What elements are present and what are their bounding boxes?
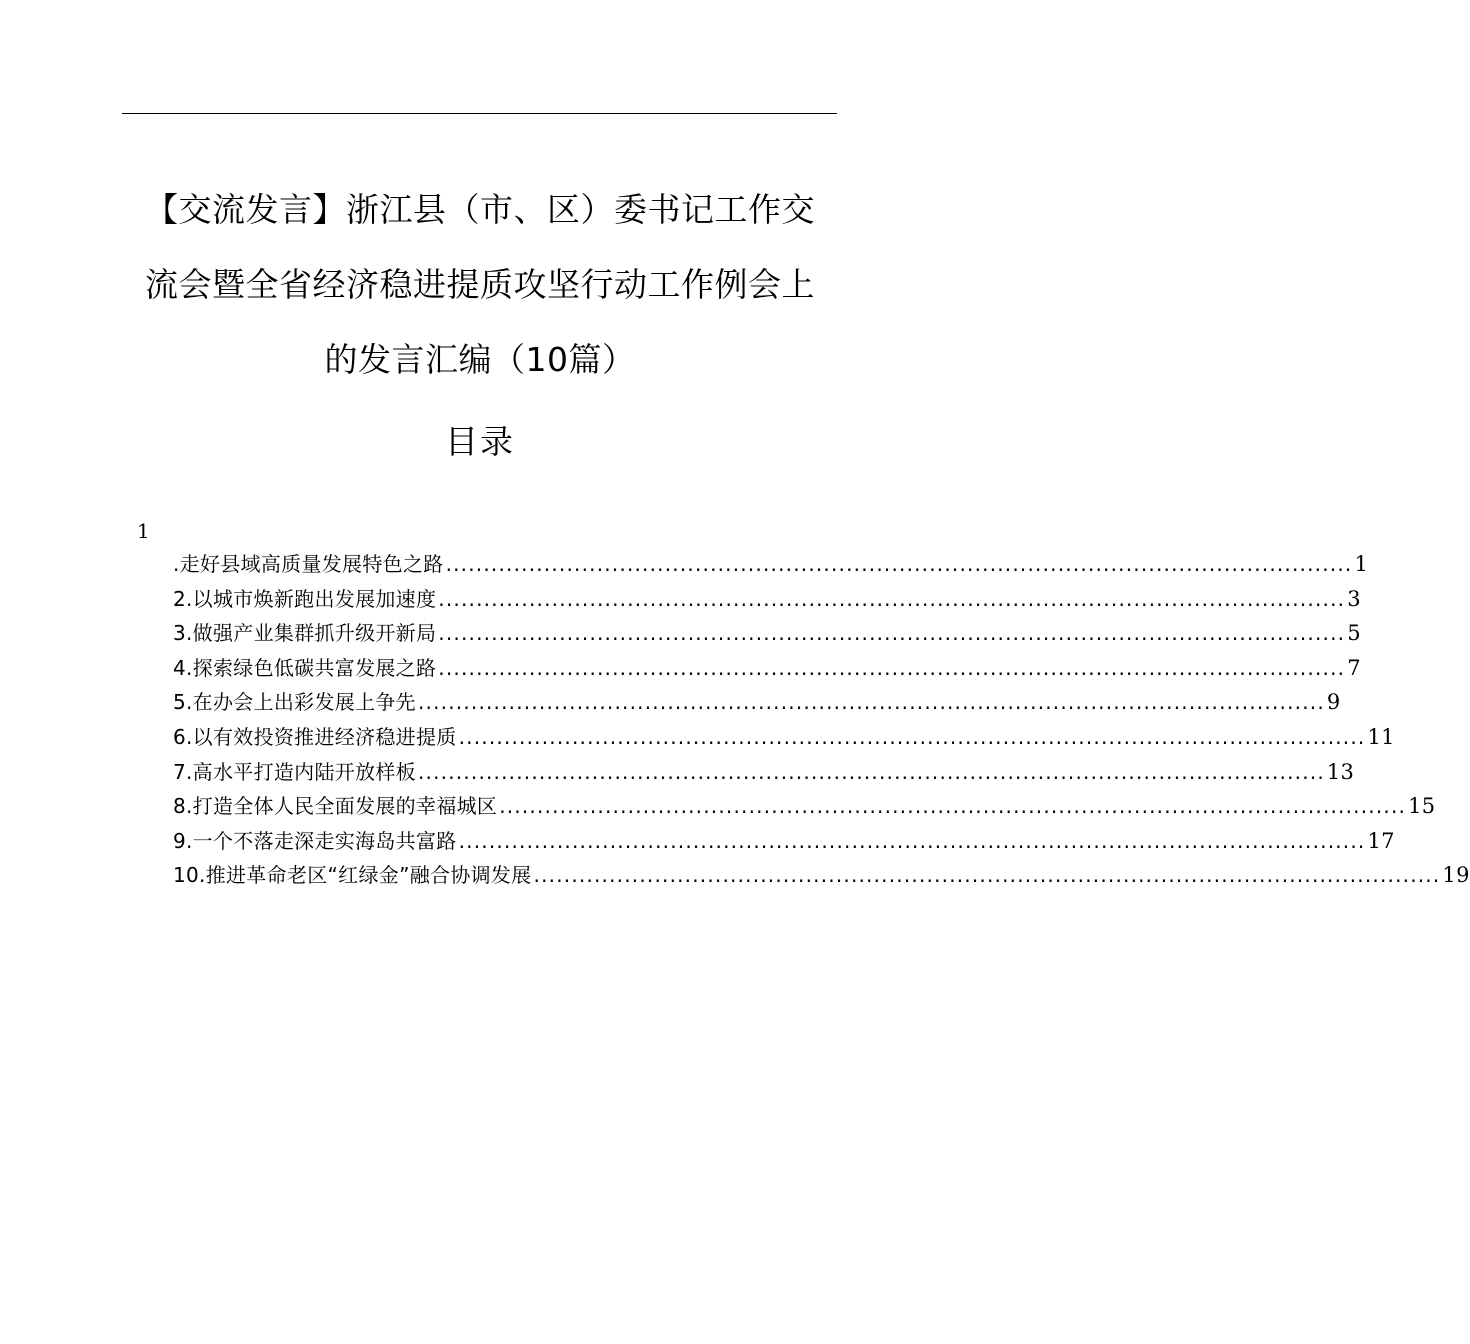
toc-entry-2[interactable] <box>173 582 1361 617</box>
toc-entry-5[interactable] <box>173 685 1341 720</box>
toc-entry-page: 3 <box>1347 586 1361 611</box>
title-line-2: 流会暨全省经济稳进提质攻坚行动工作例会上 <box>145 265 815 304</box>
toc-entry-label: 5.在办会上出彩发展上争先 <box>173 690 416 715</box>
toc-entry-3[interactable] <box>173 616 1361 651</box>
toc-entry-label: 9.一个不落走深走实海岛共富路 <box>173 828 457 853</box>
title-line-3: 的发言汇编（10篇） <box>324 340 636 379</box>
toc-entry-label: 7.高水平打造内陆开放样板 <box>173 759 416 784</box>
toc-dot-leader: ........................................................................................................................ <box>499 794 1407 819</box>
toc-entry-page: 15 <box>1408 794 1436 819</box>
toc-dot-leader: ........................................................................................................................ <box>445 552 1353 576</box>
toc-entry-label: 3.做强产业集群抓升级开新局 <box>173 621 437 646</box>
toc-entry-page: 11 <box>1367 724 1395 749</box>
toc-entry-6[interactable] <box>173 720 1395 755</box>
toc-dot-leader: ........................................................................................................................ <box>533 863 1441 888</box>
toc-dot-leader: ........................................................................................................................ <box>458 724 1366 749</box>
toc-entry-page: 17 <box>1367 828 1395 853</box>
toc-entry-page: 5 <box>1347 621 1361 646</box>
toc-entry-page: 13 <box>1326 759 1355 784</box>
title-line-1: 【交流发言】浙江县（市、区）委书记工作交 <box>145 190 815 229</box>
toc-entry-page: 1 <box>1354 552 1369 576</box>
toc-entry-label: 2.以城市焕新跑出发展加速度 <box>173 586 437 611</box>
toc-entry-label: 6.以有效投资推进经济稳进提质 <box>173 724 457 749</box>
toc-entry-label: 8.打造全体人民全面发展的幸福城区 <box>173 794 498 819</box>
toc-entry-page: 19 <box>1442 863 1470 888</box>
toc-dot-leader: ........................................................................................................................ <box>438 621 1346 646</box>
toc-entry-page: 9 <box>1326 690 1341 715</box>
toc-dot-leader: ........................................................................................................................ <box>438 586 1346 611</box>
toc-dot-leader: ........................................................................................................................ <box>417 690 1325 715</box>
toc-entry-4[interactable] <box>173 651 1361 686</box>
toc-dot-leader: ........................................................................................................................ <box>458 828 1366 853</box>
toc-entry-7[interactable] <box>173 755 1355 790</box>
toc-entry-label: 4.探索绿色低碳共富发展之路 <box>173 655 437 680</box>
toc-entry-1[interactable] <box>173 547 1369 582</box>
toc-dot-leader: ........................................................................................................................ <box>417 759 1325 784</box>
toc-dot-leader: ........................................................................................................................ <box>438 655 1346 680</box>
toc-leading-number: 1 <box>137 519 150 543</box>
document-title <box>110 172 850 397</box>
toc-entry-9[interactable] <box>173 824 1395 859</box>
table-of-contents <box>173 547 1470 893</box>
toc-entry-label: 10.推进革命老区“红绿金”融合协调发展 <box>173 863 532 888</box>
toc-heading: 目录 <box>445 422 515 461</box>
toc-entry-8[interactable] <box>173 789 1436 824</box>
toc-entry-label: .走好县域高质量发展特色之路 <box>173 552 444 576</box>
toc-entry-10[interactable] <box>173 858 1470 893</box>
toc-entry-page: 7 <box>1347 655 1361 680</box>
header-rule <box>122 113 837 114</box>
